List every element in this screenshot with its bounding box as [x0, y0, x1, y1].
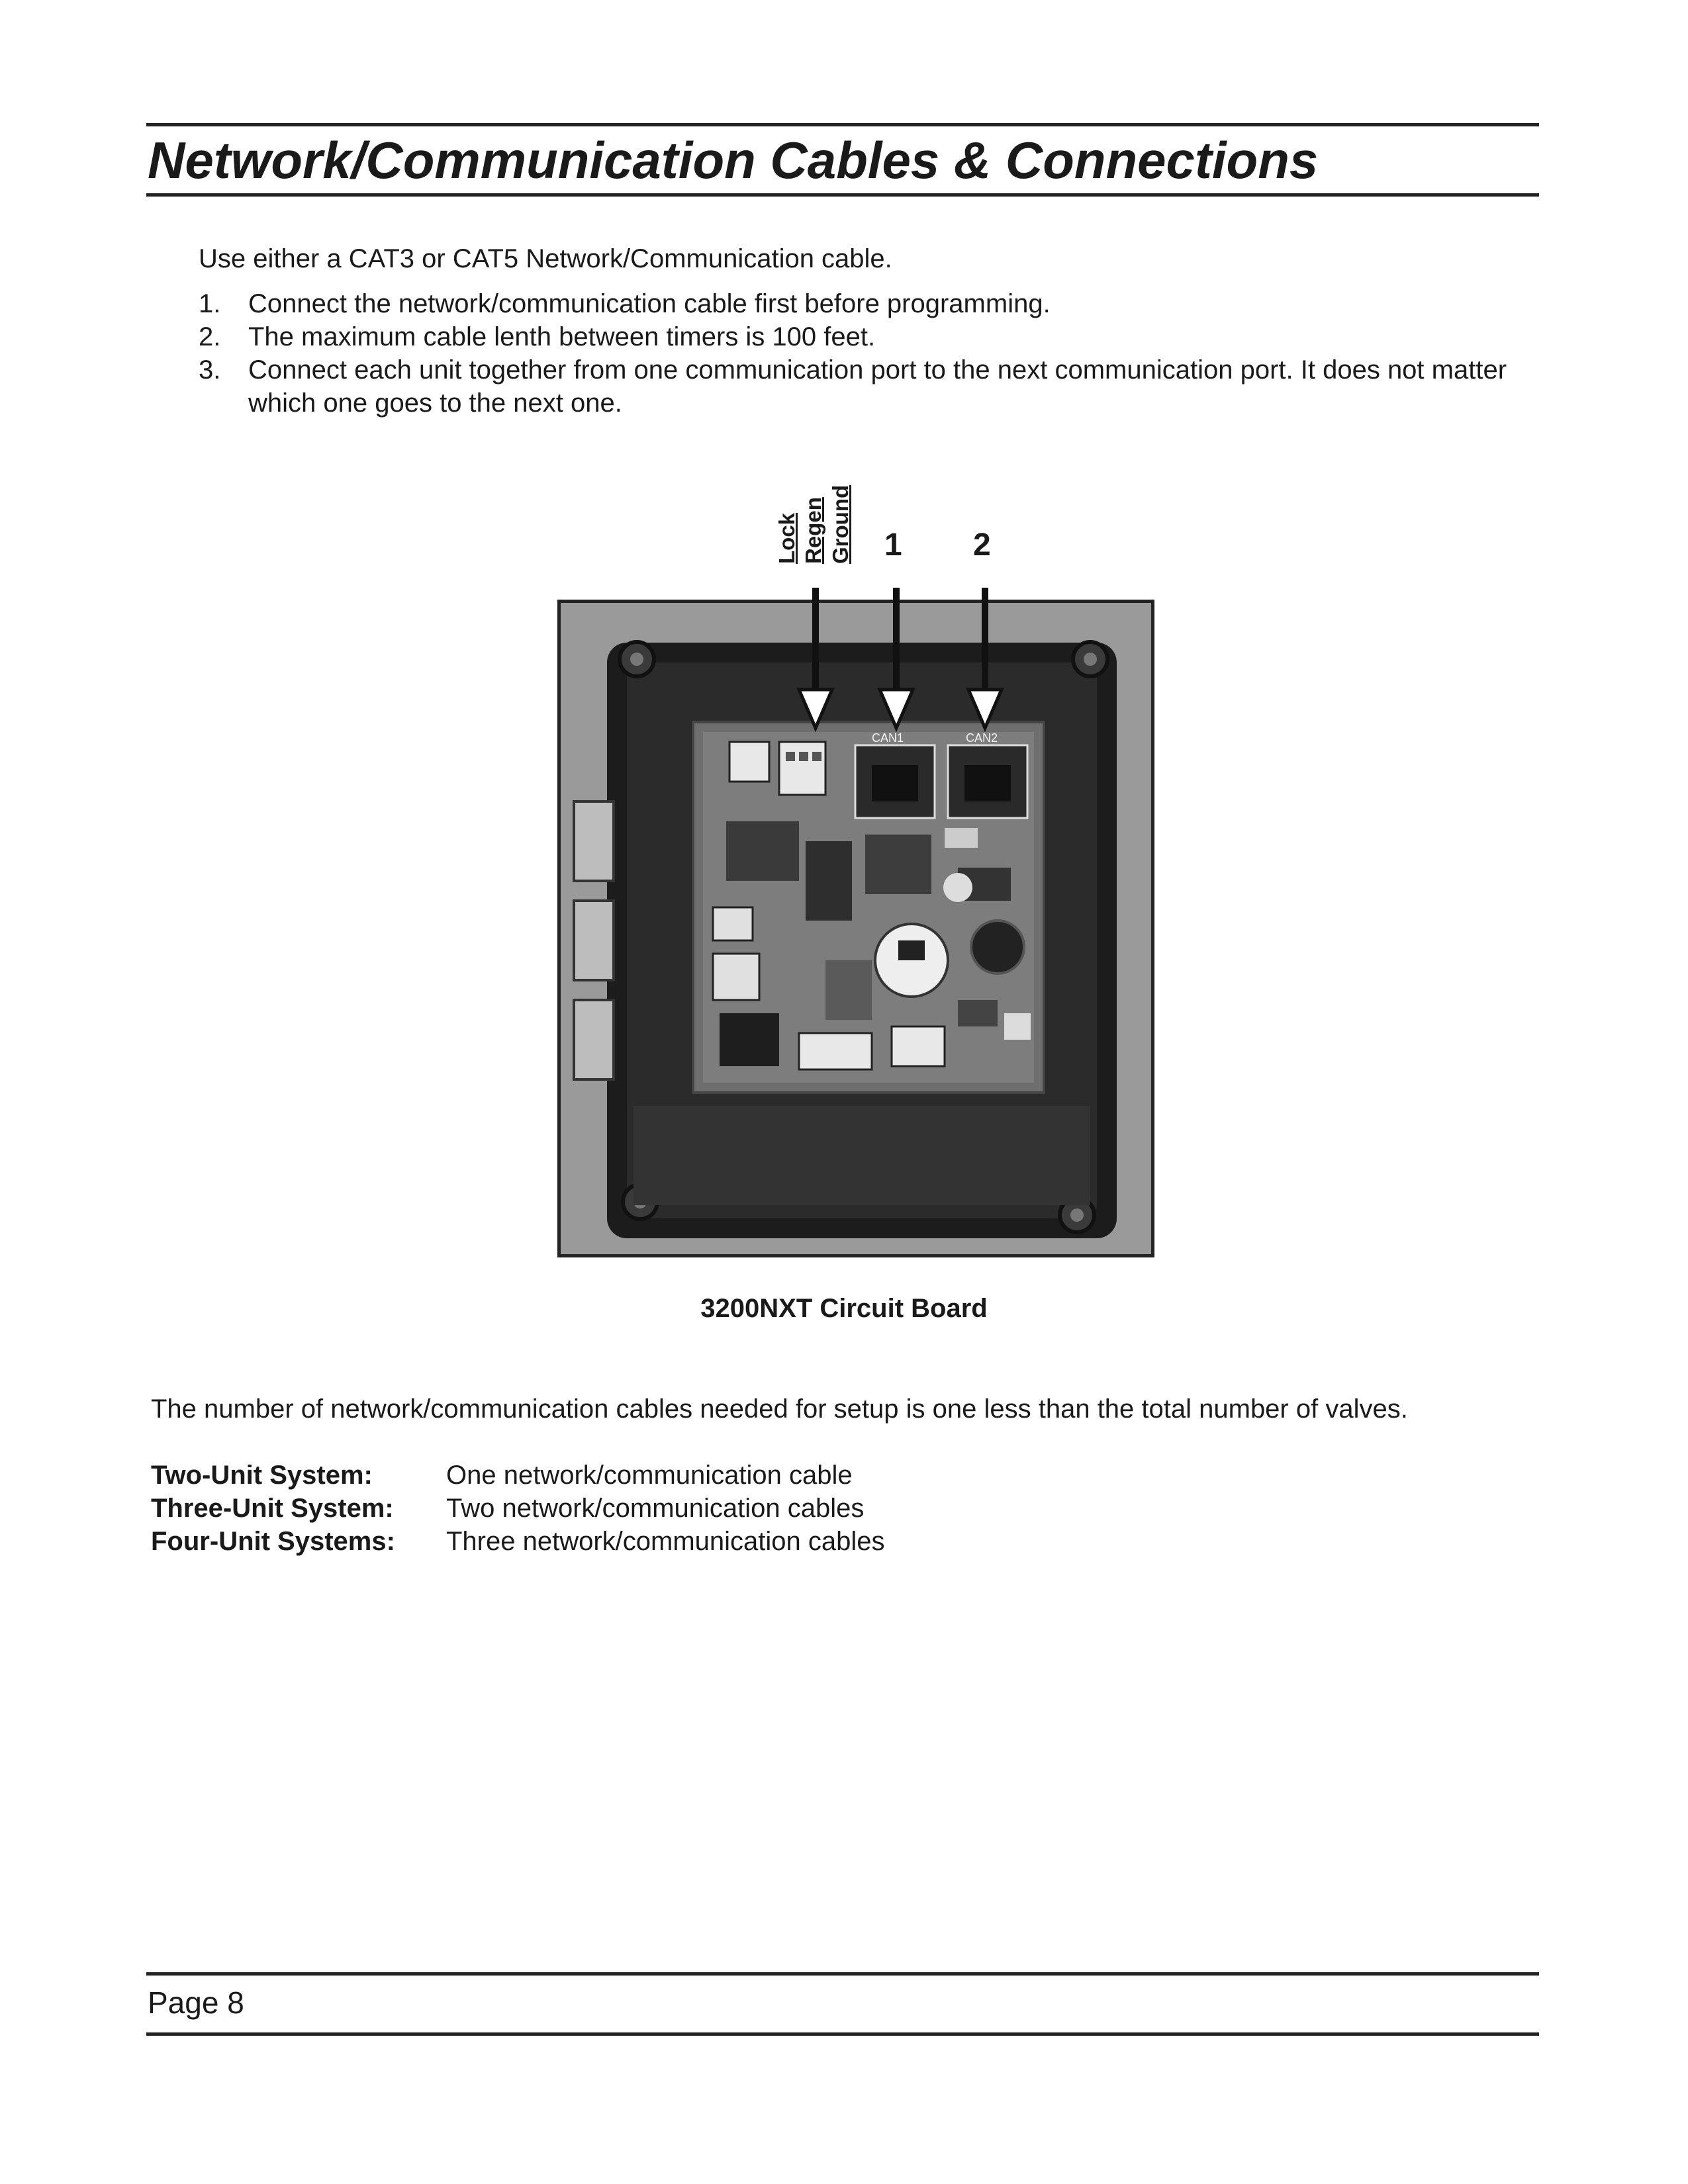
step-text: The maximum cable lenth between timers is 100 feet. — [248, 322, 876, 351]
terminal-label-ground: Ground — [828, 484, 853, 564]
step-number: 3. — [199, 355, 221, 385]
system-value: Three network/communication cables — [446, 1527, 885, 1556]
system-label: Three-Unit System: — [151, 1494, 394, 1523]
header-rule-top — [146, 123, 1539, 126]
system-value: Two network/communication cables — [446, 1494, 865, 1523]
can2-silkscreen: CAN2 — [966, 731, 998, 745]
header-rule-bottom — [146, 193, 1539, 197]
circuit-board-illustration — [561, 603, 1151, 1254]
summary-text: The number of network/communication cables needed for setup is one less than the total number of valves. — [151, 1394, 1408, 1424]
list-item — [199, 287, 1509, 320]
page-title: Network/Communication Cables & Connections — [148, 131, 1319, 189]
list-item — [199, 320, 1509, 353]
intro-text: Use either a CAT3 or CAT5 Network/Communication cable. — [199, 244, 892, 273]
circuit-board-photo — [557, 600, 1154, 1257]
port-2-label: 2 — [973, 527, 991, 563]
figure-caption: 3200NXT Circuit Board — [700, 1294, 988, 1323]
can1-silkscreen: CAN1 — [872, 731, 904, 745]
port-1-label: 1 — [884, 527, 902, 563]
step-number: 1. — [199, 289, 221, 318]
footer-rule-top — [146, 1972, 1539, 1976]
system-label: Four-Unit Systems: — [151, 1527, 395, 1556]
footer-rule-bottom — [146, 2032, 1539, 2036]
terminal-label-regen: Regen — [801, 497, 825, 564]
steps-list — [199, 287, 1509, 420]
system-value: One network/communication cable — [446, 1461, 853, 1490]
corner-screw-icon — [1073, 642, 1107, 676]
step-number: 2. — [199, 322, 221, 351]
list-item — [199, 353, 1509, 420]
page-number: Page 8 — [148, 1985, 244, 2020]
corner-screw-icon — [620, 642, 654, 676]
step-text: Connect each unit together from one communication port to the next communication port. It does not matter which one goes to the next one. — [248, 355, 1507, 418]
system-label: Two-Unit System: — [151, 1461, 373, 1490]
step-text: Connect the network/communication cable first before programming. — [248, 289, 1051, 318]
terminal-label-lock: Lock — [774, 512, 799, 564]
